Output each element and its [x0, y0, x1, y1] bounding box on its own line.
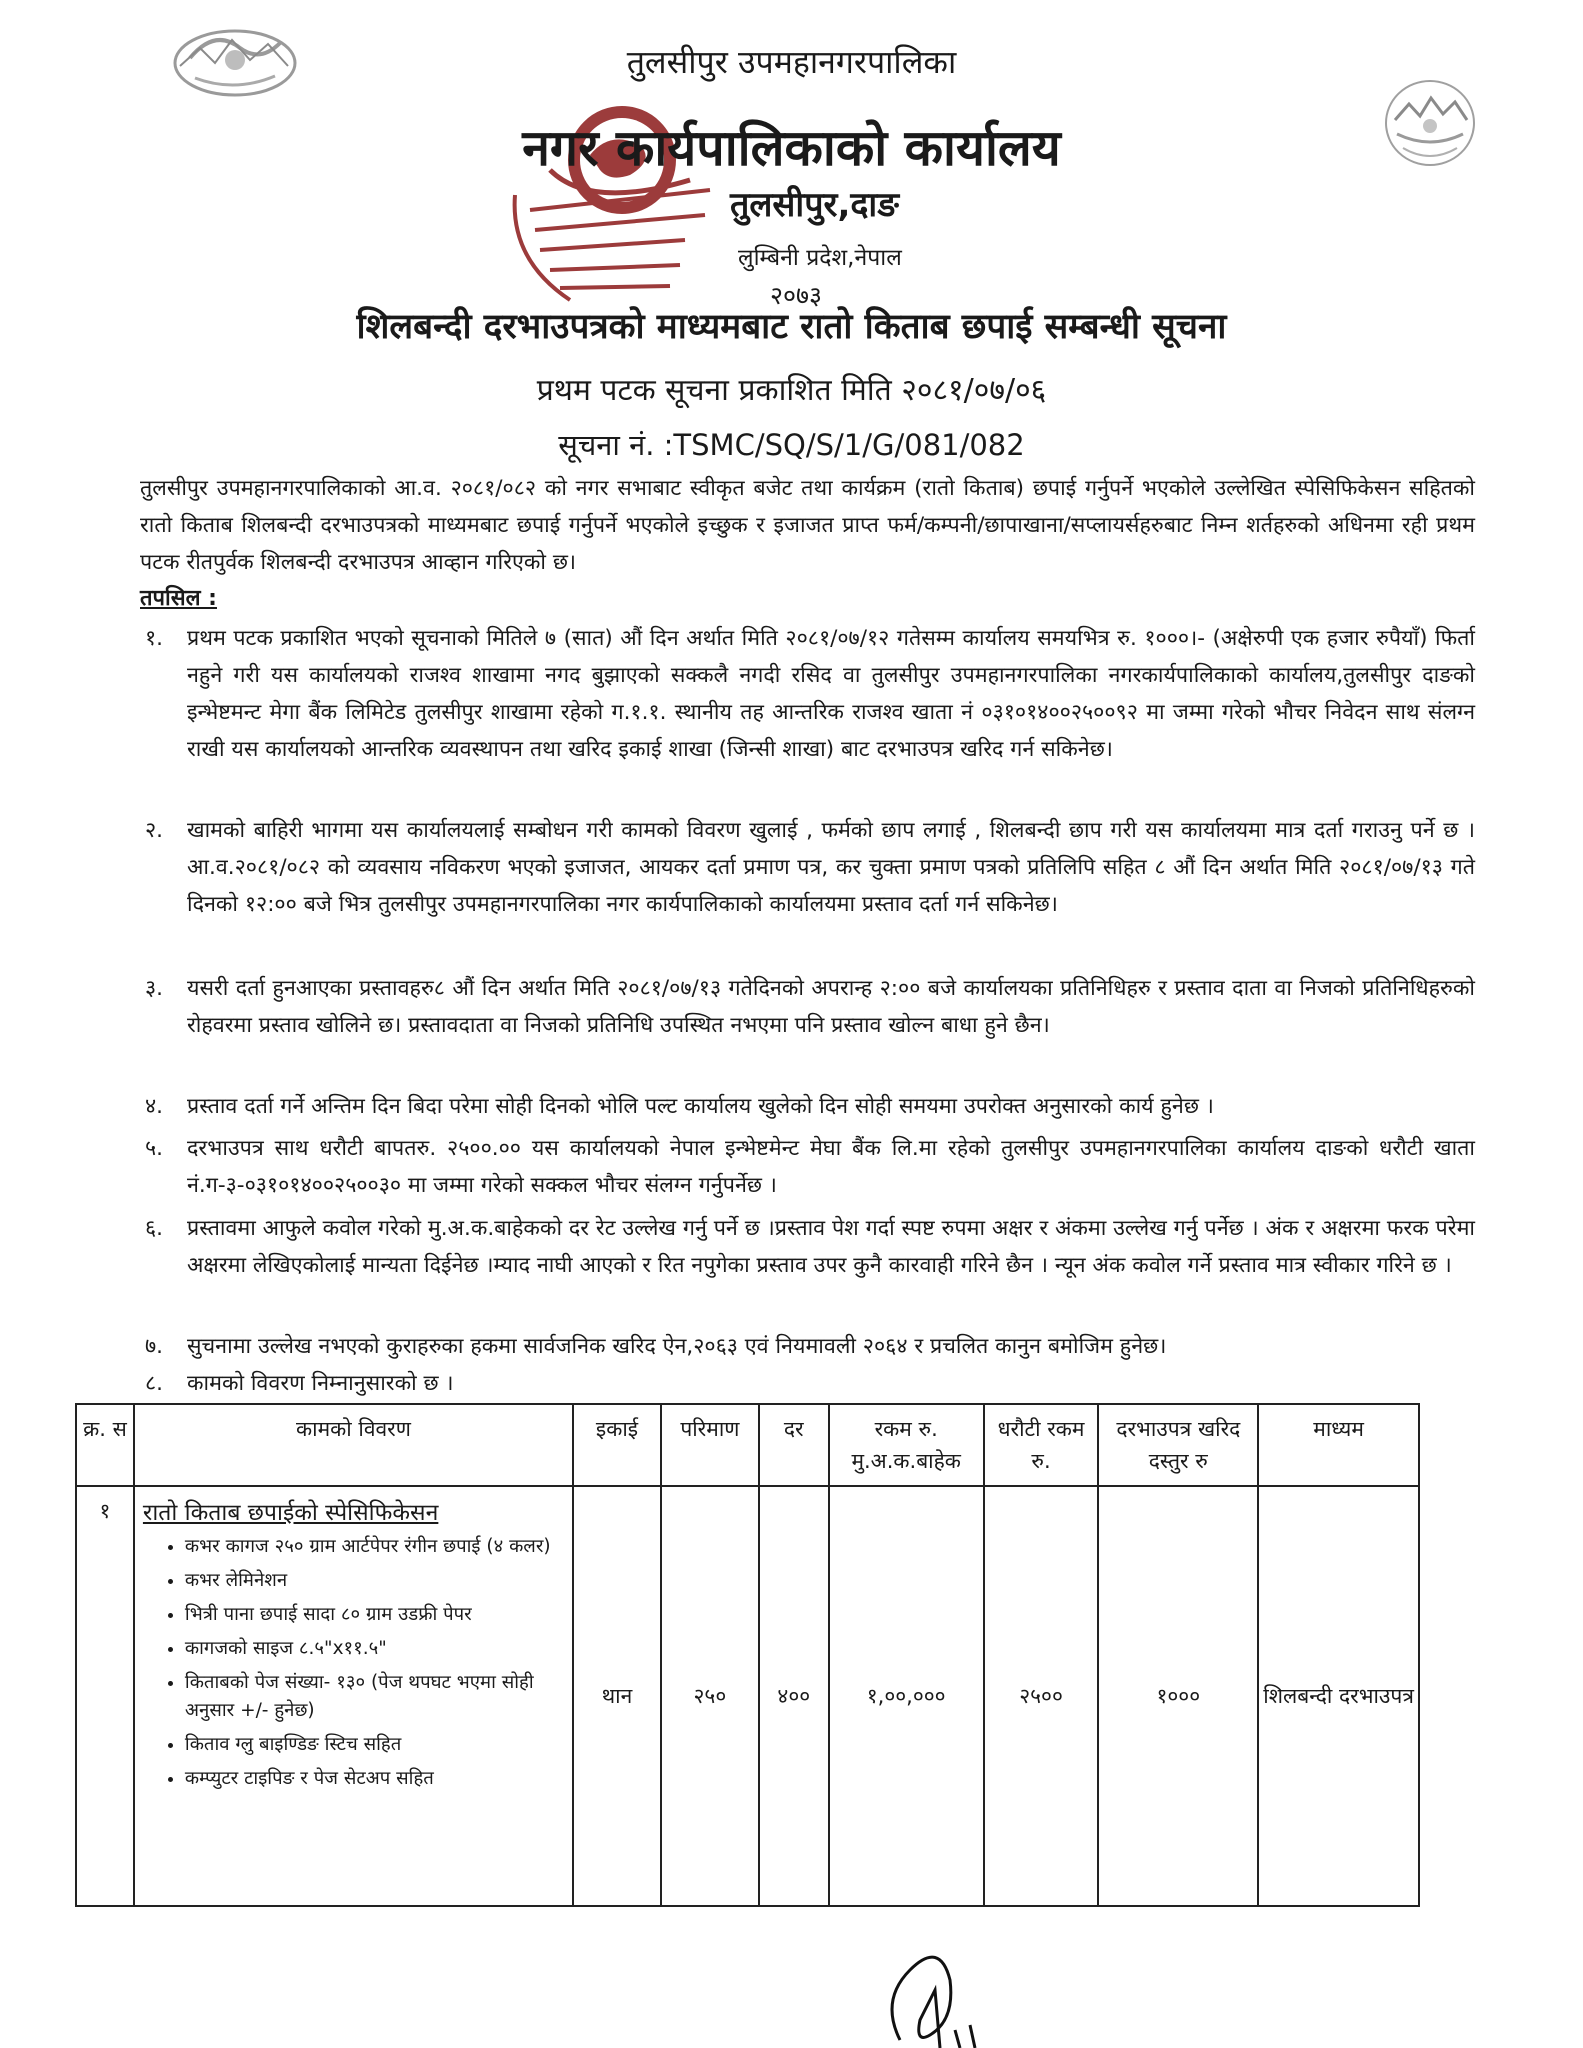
- spec-item: • कभर कागज २५० ग्राम आर्टपेपर रंगीन छपाई (४ कलर): [185, 1533, 564, 1561]
- first-published-date: प्रथम पटक सूचना प्रकाशित मिति २०८१/०७/०६: [536, 373, 1047, 408]
- cell-unit: थान: [573, 1486, 661, 1906]
- header-description: कामको विवरण: [134, 1404, 573, 1486]
- spec-item: • भित्री पाना छपाई सादा ८० ग्राम उडफ्री पेपर: [185, 1601, 564, 1629]
- office-place: तुलसीपुर,दाङ: [730, 185, 899, 225]
- condition-item: [145, 620, 1475, 768]
- condition-text: प्रस्ताव दर्ता गर्ने अन्तिम दिन बिदा परेमा सोही दिनको भोलि पल्ट कार्यालय खुलेको दिन सोही समयमा उपरोक्त अनुसारको कार्य हुनेछ ।: [187, 1094, 1214, 1119]
- condition-text: कामको विवरण निम्नानुसारको छ ।: [187, 1371, 454, 1396]
- condition-text: सुचनामा उल्लेख नभएको कुराहरुका हकमा सार्वजनिक खरिद ऐन,२०६३ एवं नियमावली २०६४ र प्रचलित कानुन बमोजिम हुनेछ।: [187, 1334, 1167, 1359]
- office-title: नगर कार्यपालिकाको कार्यालय: [522, 119, 1061, 177]
- condition-number: ८.: [145, 1371, 164, 1396]
- header-amount: रकम रु. मु.अ.क.बाहेक: [829, 1404, 984, 1486]
- condition-item: [145, 1130, 1475, 1204]
- condition-item: [145, 1365, 1475, 1402]
- condition-text: यसरी दर्ता हुनआएका प्रस्तावहरु८ औं दिन अर्थात मिति २०८१/०७/१३ गतेदिनको अपरान्ह २:०० बजे कार्यालयका प्रतिनिधिहरु र प्रस्ताव दाता वा निजको प्रतिनिधिहरुको रोहवरमा प्रस्ताव खोलिने छ। प्रस्तावदाता वा निजको प्रतिनिधि उपस्थित नभएमा पनि प्रस्ताव खोल्न बाधा हुने छैन।: [187, 976, 1475, 1038]
- signature-icon: [860, 1920, 1040, 2048]
- work-details-table: [75, 1403, 1420, 1907]
- spec-title: रातो किताब छपाईको स्पेसिफिकेसन: [142, 1500, 439, 1526]
- details-heading: तपसिल :: [140, 586, 217, 611]
- cell-amount: १,००,०००: [829, 1486, 984, 1906]
- condition-text: खामको बाहिरी भागमा यस कार्यालयलाई सम्बोधन गरी कामको विवरण खुलाई , फर्मको छाप लगाई , शिलबन्दी छाप गरी यस कार्यालयमा मात्र दर्ता गराउनु पर्ने छ । आ.व.२०८१/०८२ को व्यवसाय नविकरण भएको इजाजत, आयकर दर्ता प्रमाण पत्र, कर चुक्ता प्रमाण पत्रको प्रतिलिपि सहित ८ औं दिन अर्थात मिति २०८१/०७/१३ गते दिनको १२:०० बजे भित्र तुलसीपुर उपमहानगरपालिका नगर कार्यपालिकाको कार्यालयमा प्रस्ताव दर्ता गर्न सकिनेछ।: [187, 818, 1475, 917]
- condition-item: [145, 1328, 1475, 1365]
- header-medium: माध्यम: [1258, 1404, 1419, 1486]
- notice-title: शिलबन्दी दरभाउपत्रको माध्यमबाट रातो किताब छपाई सम्बन्धी सूचना: [356, 307, 1227, 347]
- spec-item: • कभर लेमिनेशन: [185, 1567, 564, 1595]
- spec-item: • कागजको साइज ८.५"x११.५": [185, 1635, 564, 1663]
- intro-paragraph: तुलसीपुर उपमहानगरपालिकाको आ.व. २०८१/०८२ को नगर सभाबाट स्वीकृत बजेट तथा कार्यक्रम (रातो किताब) छपाई गर्नुपर्ने भएकोले उल्लेखित स्पेसिफिकेसन सहितको रातो किताब शिलबन्दी दरभाउपत्रको माध्यमबाट छपाई गर्नुपर्ने भएकोले इच्छुक र इजाजत प्राप्त फर्म/कम्पनी/छापाखाना/सप्लायर्सहरुबाट निम्न शर्तहरुको अधिनमा रही प्रथम पटक रीतपुर्वक शिलबन्दी दरभाउपत्र आव्हान गरिएको छ।: [140, 476, 1475, 575]
- condition-number: ५.: [145, 1136, 164, 1161]
- cell-fee: १०००: [1098, 1486, 1258, 1906]
- cell-rate: ४००: [759, 1486, 829, 1906]
- condition-number: ३.: [145, 976, 164, 1001]
- spec-list: [143, 1533, 564, 1793]
- condition-item: [145, 1088, 1475, 1125]
- condition-number: १.: [145, 626, 164, 651]
- cell-medium: शिलबन्दी दरभाउपत्र: [1258, 1486, 1419, 1906]
- header-deposit: धरौटी रकम रु.: [984, 1404, 1099, 1486]
- header-sn: क्र. स: [76, 1404, 134, 1486]
- table-header-row: [76, 1404, 1419, 1486]
- condition-number: ४.: [145, 1094, 164, 1119]
- spec-item: • किताव ग्लु बाइण्डिङ स्टिच सहित: [185, 1731, 564, 1759]
- cell-description: [134, 1486, 573, 1906]
- condition-text: दरभाउपत्र साथ धरौटी बापतरु. २५००.०० यस कार्यालयको नेपाल इन्भेष्टमेन्ट मेघा बैंक लि.मा रहेको तुलसीपुर उपमहानगरपालिका कार्यालय दाङको धरौटी खाता नं.ग-३-०३१०१४००२५००३० मा जम्मा गरेको सक्कल भौचर संलग्न गर्नुपर्नेछ ।: [187, 1136, 1475, 1198]
- municipality-name: तुलसीपुर उपमहानगरपालिका: [626, 43, 957, 81]
- header-unit: इकाई: [573, 1404, 661, 1486]
- establishment-year: २०७३: [770, 281, 823, 310]
- spec-item: • कम्प्युटर टाइपिङ र पेज सेटअप सहित: [185, 1765, 564, 1793]
- condition-number: ७.: [145, 1334, 164, 1359]
- cell-sn: १: [76, 1486, 134, 1906]
- condition-item: [145, 1210, 1475, 1284]
- notice-number: सूचना नं. :TSMC/SQ/S/1/G/081/082: [558, 428, 1025, 462]
- condition-item: [145, 812, 1475, 923]
- condition-item: [145, 970, 1475, 1044]
- condition-text: प्रथम पटक प्रकाशित भएको सूचनाको मितिले ७ (सात) औं दिन अर्थात मिति २०८१/०७/१२ गतेसम्म कार्यालय समयभित्र रु. १०००।- (अक्षेरुपी एक हजार रुपैयाँ) फिर्ता नहुने गरी यस कार्यालयको राजश्व शाखामा नगद बुझाएको सक्कलै नगदी रसिद वा तुलसीपुर उपमहानगरपालिका नगरकार्यपालिकाको कार्यालय,तुलसीपुर दाङको इन्भेष्टमन्ट मेगा बैंक लिमिटेड तुलसीपुर शाखामा रहेको ग.१.१. स्थानीय तह आन्तरिक राजश्व खाता नं ०३१०१४००२५००९२ मा जम्मा गरेको भौचर निवेदन साथ संलग्न राखी यस कार्यालयको आन्तरिक व्यवस्थापन तथा खरिद इकाई शाखा (जिन्सी शाखा) बाट दरभाउपत्र खरिद गर्न सकिनेछ।: [187, 626, 1475, 762]
- spec-item: • किताबको पेज संख्या- १३० (पेज थपघट भएमा सोही अनुसार +/- हुनेछ): [185, 1669, 564, 1725]
- condition-text: प्रस्तावमा आफुले कवोल गरेको मु.अ.क.बाहेकको दर रेट उल्लेख गर्नु पर्ने छ ।प्रस्ताव पेश गर्दा स्पष्ट रुपमा अक्षर र अंकमा उल्लेख गर्नु पर्नेछ । अंक र अक्षरमा फरक परेमा अक्षरमा लेखिएकोलाई मान्यता दिईनेछ ।म्याद नाघी आएको र रित नपुगेका प्रस्ताव उपर कुनै कारवाही गरिने छैन । न्यून अंक कवोल गर्ने प्रस्ताव मात्र स्वीकार गरिने छ ।: [187, 1216, 1475, 1278]
- header-rate: दर: [759, 1404, 829, 1486]
- condition-number: २.: [145, 818, 164, 843]
- table-row: [76, 1486, 1419, 1906]
- condition-number: ६.: [145, 1216, 164, 1241]
- header-quantity: परिमाण: [661, 1404, 759, 1486]
- cell-quantity: २५०: [661, 1486, 759, 1906]
- cell-deposit: २५००: [984, 1486, 1099, 1906]
- office-province: लुम्बिनी प्रदेश,नेपाल: [738, 245, 902, 271]
- header-fee: दरभाउपत्र खरिद दस्तुर रु: [1098, 1404, 1258, 1486]
